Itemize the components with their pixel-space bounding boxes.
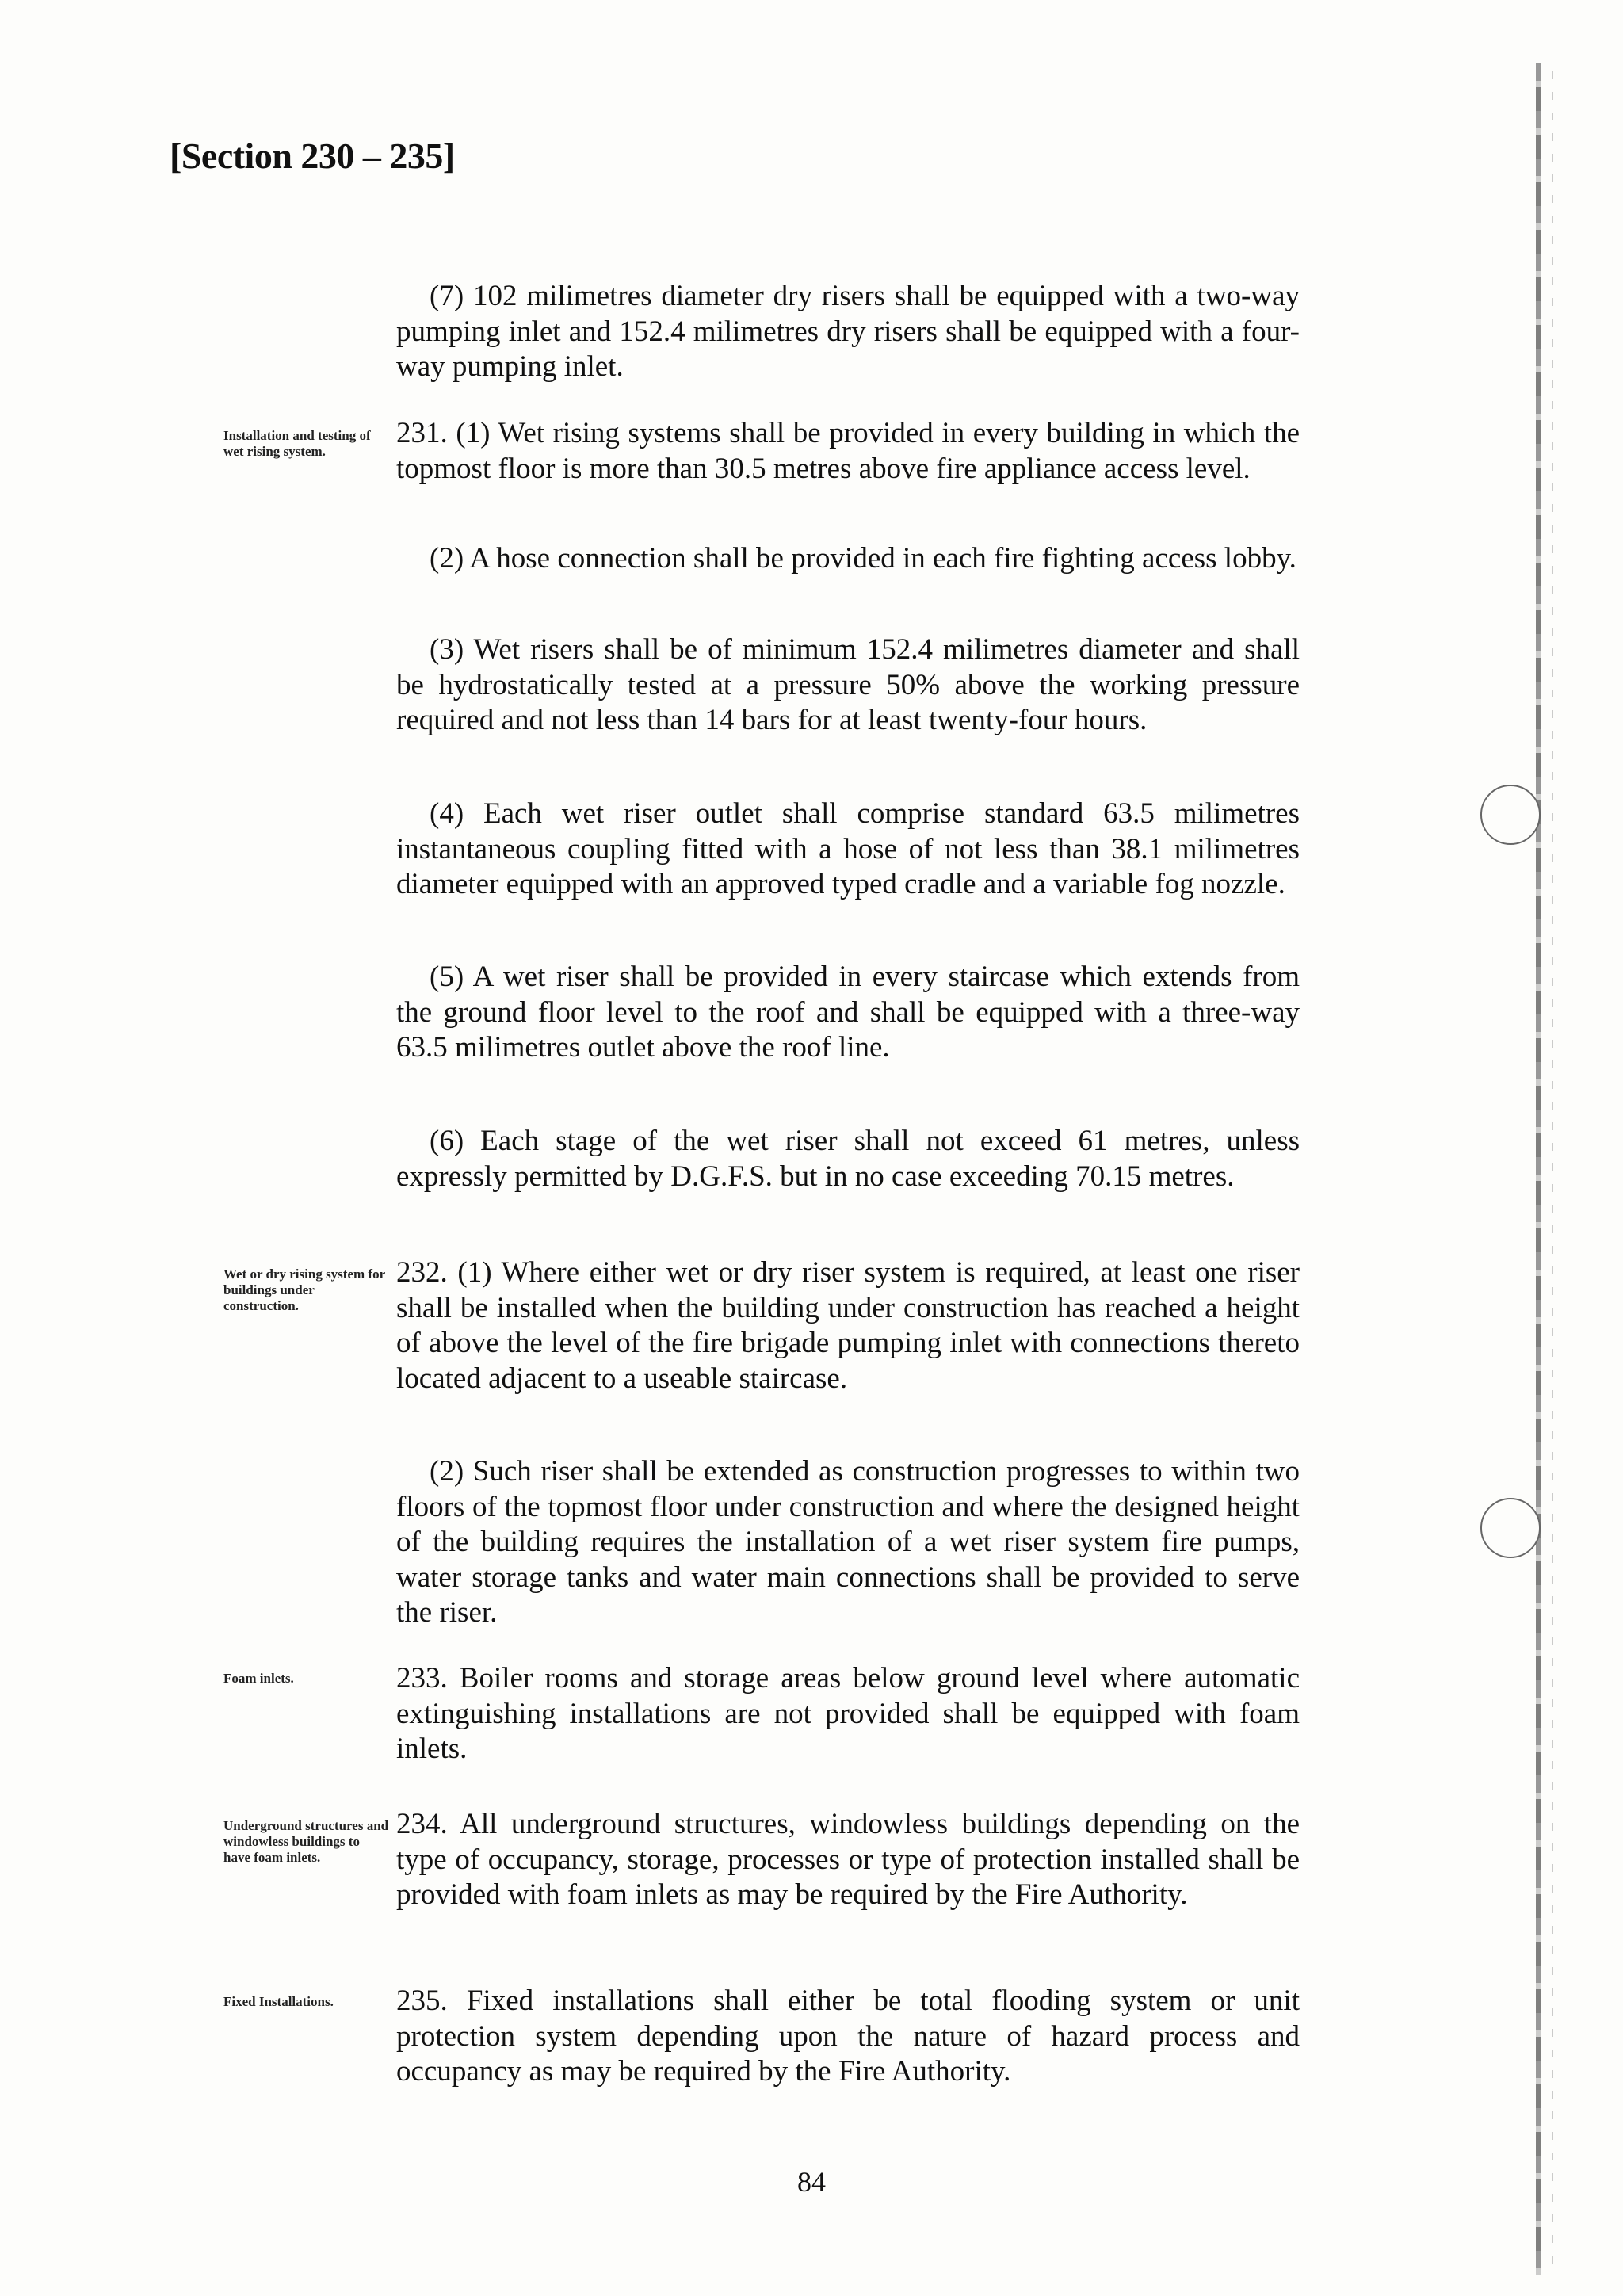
margin-note-233: Foam inlets. [223, 1671, 294, 1686]
section-header: [Section 230 – 235] [170, 136, 455, 176]
page-number: 84 [797, 2166, 826, 2198]
paragraph-231-5: (5) A wet riser shall be provided in every staircase which extends from the ground floor level to the roof and shall be equipped with a three-way 63.5 milimetres outlet above the roof line. [396, 961, 1300, 1064]
binding-edge-secondary [1552, 71, 1553, 2275]
punch-hole [1480, 785, 1541, 845]
margin-note-234: Underground structures and windowless buildings to have foam inlets. [223, 1818, 389, 1865]
paragraph-231-2: (2) A hose connection shall be provided in each fire fighting access lobby. [430, 542, 1296, 575]
margin-note-232: Wet or dry rising system for buildings under construction. [223, 1266, 385, 1313]
paragraph-231-6: (6) Each stage of the wet riser shall not exceed 61 metres, unless expressly permitted by D.G.F.S. but in no case exceeding 70.15 metres. [396, 1125, 1300, 1193]
paragraph-231-3: (3) Wet risers shall be of minimum 152.4 milimetres diameter and shall be hydrostatically tested at a pressure 50% above the working pressure required and not less than 14 bars for at least twenty-four hours. [396, 633, 1300, 736]
paragraph-230-7: (7) 102 milimetres diameter dry risers shall be equipped with a two-way pumping inlet and 152.4 milimetres dry risers shall be equipped with a four-way pumping inlet. [396, 280, 1300, 383]
punch-hole [1480, 1498, 1541, 1558]
paragraph-235: 235. Fixed installations shall either be total flooding system or unit protection system depending upon the nature of hazard process and occupancy as may be required by the Fire Authority. [396, 1985, 1300, 2088]
paragraph-232-2: (2) Such riser shall be extended as construction progresses to within two floors of the topmost floor under construction and where the designed height of the building requires the installation of a wet riser system fire pumps, water storage tanks and water main connections shall be provided to serve the riser. [396, 1455, 1300, 1629]
margin-note-231: Installation and testing of wet rising system. [223, 428, 371, 459]
paragraph-234: 234. All underground structures, windowless buildings depending on the type of occupancy, storage, processes or type of protection installed shall be provided with foam inlets as may be required by the Fire Authority. [396, 1808, 1300, 1911]
paragraph-233: 233. Boiler rooms and storage areas below ground level where automatic extinguishing installations are not provided shall be equipped with foam inlets. [396, 1662, 1300, 1765]
margin-note-235: Fixed Installations. [223, 1994, 334, 2009]
paragraph-232-1: 232. (1) Where either wet or dry riser system is required, at least one riser shall be installed when the building under construction has reached a height of above the level of the fire brigade pumping inlet with connections thereto located adjacent to a useable staircase. [396, 1256, 1300, 1395]
paragraph-231-1: 231. (1) Wet rising systems shall be provided in every building in which the topmost floor is more than 30.5 metres above fire appliance access level. [396, 417, 1300, 485]
binding-edge [1536, 63, 1541, 2275]
paragraph-231-4: (4) Each wet riser outlet shall comprise standard 63.5 milimetres instantaneous coupling fitted with a hose of not less than 38.1 milimetres diameter equipped with an approved typed cradle and a variable fog nozzle. [396, 797, 1300, 900]
